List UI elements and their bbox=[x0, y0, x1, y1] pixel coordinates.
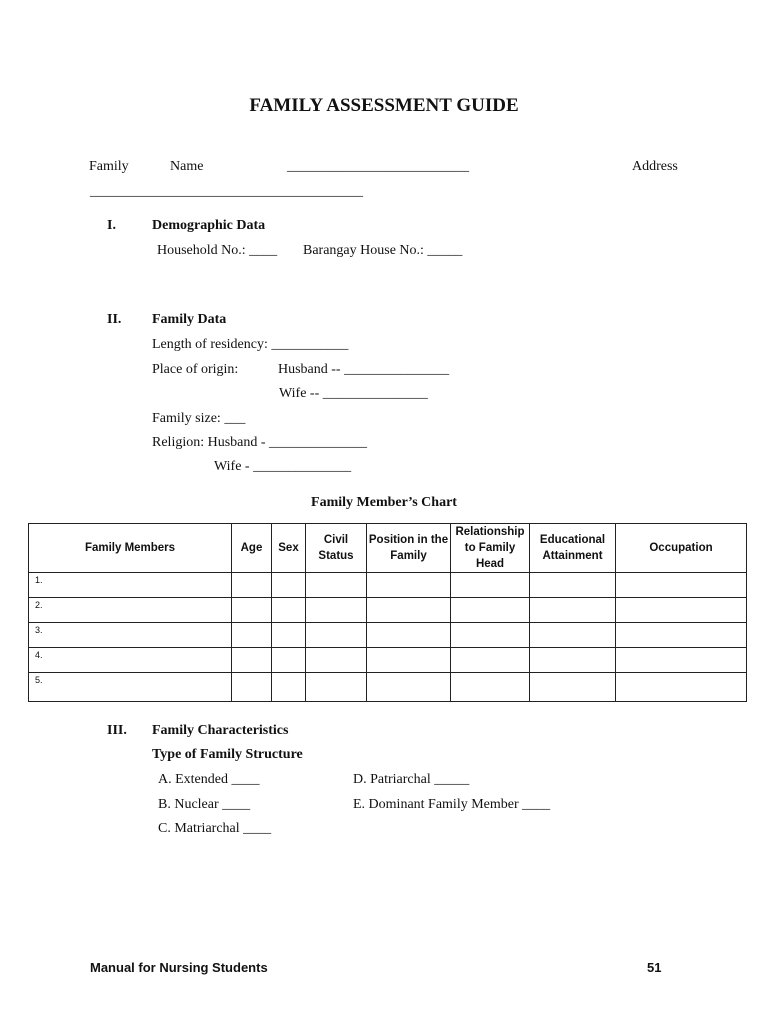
table-cell[interactable] bbox=[232, 598, 272, 623]
table-cell[interactable] bbox=[530, 598, 616, 623]
table-row bbox=[29, 598, 747, 623]
section3-numeral: III. bbox=[107, 723, 127, 738]
table-cell[interactable] bbox=[272, 598, 306, 623]
section2-numeral: II. bbox=[107, 312, 122, 327]
table-row bbox=[29, 623, 747, 648]
column-header: Relationship to Family Head bbox=[451, 524, 530, 573]
table-cell[interactable] bbox=[451, 623, 530, 648]
address-blank[interactable]: _______________________________________ bbox=[90, 184, 363, 199]
page-title: FAMILY ASSESSMENT GUIDE bbox=[249, 95, 519, 116]
table-cell[interactable] bbox=[272, 573, 306, 598]
table-cell[interactable] bbox=[306, 598, 367, 623]
name-blank[interactable]: __________________________ bbox=[287, 159, 469, 174]
column-header: Educational Attainment bbox=[530, 524, 616, 573]
row-number: 1. bbox=[29, 573, 232, 598]
barangay-house-no-field[interactable]: Barangay House No.: _____ bbox=[303, 243, 463, 258]
table-cell[interactable] bbox=[451, 648, 530, 673]
row-number: 2. bbox=[29, 598, 232, 623]
table-cell[interactable] bbox=[232, 673, 272, 702]
table-cell[interactable] bbox=[367, 673, 451, 702]
table-cell[interactable] bbox=[306, 573, 367, 598]
section1-numeral: I. bbox=[107, 218, 116, 233]
page-number: 51 bbox=[647, 960, 662, 975]
option-patriarchal[interactable]: D. Patriarchal _____ bbox=[353, 772, 470, 787]
table-cell[interactable] bbox=[272, 648, 306, 673]
table-row bbox=[29, 648, 747, 673]
table-cell[interactable] bbox=[367, 648, 451, 673]
residency-field[interactable]: Length of residency: ___________ bbox=[152, 337, 349, 352]
table-cell[interactable] bbox=[367, 623, 451, 648]
column-header: Civil Status bbox=[306, 524, 367, 573]
chart-title: Family Member’s Chart bbox=[311, 495, 457, 510]
column-header: Family Members bbox=[29, 524, 232, 573]
table-cell[interactable] bbox=[616, 648, 747, 673]
origin-husband-field[interactable]: Husband -- _______________ bbox=[278, 362, 450, 377]
origin-label: Place of origin: bbox=[152, 362, 239, 377]
religion-wife-field[interactable]: Wife - ______________ bbox=[214, 459, 352, 474]
family-members-table bbox=[28, 523, 747, 702]
table-cell[interactable] bbox=[367, 598, 451, 623]
column-header: Occupation bbox=[616, 524, 747, 573]
table-cell[interactable] bbox=[451, 573, 530, 598]
table-cell[interactable] bbox=[530, 648, 616, 673]
table-cell[interactable] bbox=[530, 623, 616, 648]
table-cell[interactable] bbox=[530, 673, 616, 702]
row-number: 5. bbox=[29, 673, 232, 702]
table-cell[interactable] bbox=[232, 573, 272, 598]
address-label: Address bbox=[632, 159, 678, 174]
section1-heading: Demographic Data bbox=[152, 218, 266, 233]
table-cell[interactable] bbox=[306, 623, 367, 648]
table-cell[interactable] bbox=[306, 648, 367, 673]
table-cell[interactable] bbox=[451, 673, 530, 702]
column-header: Position in the Family bbox=[367, 524, 451, 573]
table-cell[interactable] bbox=[530, 573, 616, 598]
footer-manual-title: Manual for Nursing Students bbox=[90, 960, 268, 975]
table-cell[interactable] bbox=[616, 623, 747, 648]
family-label: Family bbox=[89, 159, 129, 174]
table-cell[interactable] bbox=[451, 598, 530, 623]
option-nuclear[interactable]: B. Nuclear ____ bbox=[158, 797, 251, 812]
table-cell[interactable] bbox=[232, 648, 272, 673]
table-cell[interactable] bbox=[232, 623, 272, 648]
section2-heading: Family Data bbox=[152, 312, 227, 327]
table-cell[interactable] bbox=[616, 598, 747, 623]
table-row bbox=[29, 573, 747, 598]
table-cell[interactable] bbox=[367, 573, 451, 598]
column-header: Sex bbox=[272, 524, 306, 573]
option-extended[interactable]: A. Extended ____ bbox=[158, 772, 260, 787]
household-no-field[interactable]: Household No.: ____ bbox=[157, 243, 278, 258]
origin-wife-field[interactable]: Wife -- _______________ bbox=[279, 386, 428, 401]
section3-heading: Family Characteristics bbox=[152, 723, 289, 738]
row-number: 4. bbox=[29, 648, 232, 673]
name-label: Name bbox=[170, 159, 204, 174]
table-cell[interactable] bbox=[272, 673, 306, 702]
option-matriarchal[interactable]: C. Matriarchal ____ bbox=[158, 821, 272, 836]
table-header-row bbox=[29, 524, 747, 573]
table-cell[interactable] bbox=[616, 573, 747, 598]
table-row bbox=[29, 673, 747, 702]
column-header: Age bbox=[232, 524, 272, 573]
table-cell[interactable] bbox=[272, 623, 306, 648]
family-size-field[interactable]: Family size: ___ bbox=[152, 411, 246, 426]
section3-subheading: Type of Family Structure bbox=[152, 747, 303, 762]
table-cell[interactable] bbox=[616, 673, 747, 702]
row-number: 3. bbox=[29, 623, 232, 648]
table-cell[interactable] bbox=[306, 673, 367, 702]
religion-husband-field[interactable]: Religion: Husband - ______________ bbox=[152, 435, 368, 450]
option-dominant-member[interactable]: E. Dominant Family Member ____ bbox=[353, 797, 551, 812]
